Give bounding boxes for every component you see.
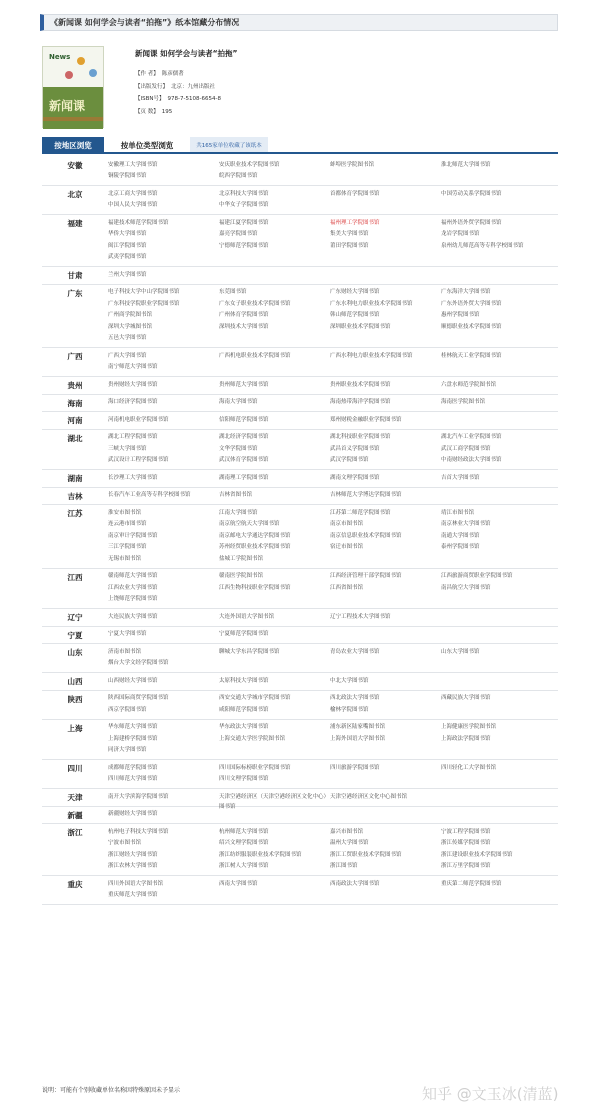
library-link[interactable]: 贵州师范大学图书馆 [219,381,269,388]
library-link[interactable]: 中国劳动关系学院图书馆 [441,190,502,197]
province-name: 湖南 [67,474,83,483]
library-link[interactable]: 泉州幼儿师范高等专科学校图书馆 [441,242,524,249]
library-link[interactable]: 济南市图书馆 [108,648,142,655]
library-grid [108,824,558,875]
library-link[interactable]: 浙江万里学院图书馆 [441,863,491,869]
library-link[interactable]: 南京信息职业技术学院图书馆 [330,532,402,539]
province-row [42,395,558,413]
page-title: 《新闻课 如何学会与读者“拍拖”》纸本馆藏分布情况 [50,18,240,27]
library-link[interactable]: 浙江纺织服装职业技术学院图书馆 [219,851,302,858]
library-link[interactable]: 西京学院图书馆 [108,706,147,713]
province-name: 贵州 [67,381,83,390]
library-link[interactable]: 湖北工程学院图书馆 [108,434,158,440]
library-link[interactable]: 南宁师范大学图书馆 [108,364,158,370]
library-link[interactable]: 五邑大学图书馆 [108,335,147,341]
library-link[interactable]: 靖江市图书馆 [441,509,475,516]
library-link[interactable]: 重庆第二师范学院图书馆 [441,880,502,887]
library-link[interactable]: 四川外国语大学图书馆 [108,880,164,887]
library-link[interactable]: 三峡大学图书馆 [108,445,147,452]
library-grid [108,673,558,690]
library-link[interactable]: 山西财经大学图书馆 [108,677,158,684]
library-link[interactable]: 广东科技学院职业学院图书馆 [108,300,180,307]
tab-underline [42,152,558,154]
library-link[interactable]: 闽江学院图书馆 [108,242,147,249]
library-link[interactable]: 西北政法大学图书馆 [330,695,380,701]
province-name: 广西 [67,352,83,361]
library-link[interactable]: 辽宁工程技术大学图书馆 [330,613,391,620]
library-grid [108,395,558,412]
library-link[interactable]: 安庆职业技术学院图书馆 [219,161,280,168]
cover-stripe [43,117,103,121]
library-link[interactable]: 大连民族大学图书馆 [108,613,158,620]
library-link[interactable]: 浙江财经大学图书馆 [108,851,158,858]
library-link[interactable]: 聊城大学东昌学院图书馆 [219,648,280,655]
library-link[interactable]: 四川文理学院图书馆 [219,776,269,782]
library-grid [108,470,558,487]
tab-by-region[interactable]: 按地区浏览 [42,137,104,153]
library-link[interactable]: 太原科技大学图书馆 [219,677,269,684]
library-link[interactable]: 福建江夏学院图书馆 [219,219,269,226]
library-link[interactable]: 桂林航天工业学院图书馆 [441,352,502,359]
library-link[interactable]: 浙江树人大学图书馆 [219,863,269,869]
library-link[interactable]: 集美大学图书馆 [330,231,369,237]
cover-title: 新闻课 [49,99,86,113]
province-row [42,186,558,215]
library-link[interactable]: 北京科技大学图书馆 [219,190,269,197]
library-grid [108,348,558,376]
library-link[interactable]: 北京工商大学图书馆 [108,190,158,197]
library-link[interactable]: 上海交通大学医学院图书馆 [219,735,286,742]
book-info [135,48,435,119]
library-link[interactable]: 广西大学图书馆 [108,352,147,359]
province-row [42,807,558,825]
library-link[interactable]: 嘉兴市图书馆 [330,828,364,835]
library-link[interactable]: 郑州财税金融职业学院图书馆 [330,416,402,423]
province-name: 安徽 [67,161,83,170]
library-link[interactable]: 宁波市图书馆 [108,840,142,846]
library-link[interactable]: 上饶师范学院图书馆 [108,596,158,602]
province-row [42,673,558,691]
library-grid [108,267,558,284]
library-link[interactable]: 深圳大学城图书馆 [108,323,153,330]
library-link[interactable]: 浙江传媒学院图书馆 [441,840,491,846]
library-link[interactable]: 深圳技术大学图书馆 [219,323,269,330]
province-name: 四川 [67,764,83,773]
province-row [42,412,558,430]
library-link[interactable]: 中北大学图书馆 [330,677,369,684]
library-link[interactable]: 武汉体育学院图书馆 [219,457,269,463]
province-name: 河南 [67,416,83,425]
province-name: 山西 [67,677,83,686]
province-row [42,824,558,876]
library-link[interactable]: 南京市图书馆 [330,521,364,527]
library-link[interactable]: 海口经济学院图书馆 [108,399,158,405]
library-link[interactable]: 广州体育学院图书馆 [219,312,269,318]
book-pages: 195 [161,108,173,115]
library-link[interactable]: 南昌航空大学图书馆 [441,584,491,591]
province-name: 上海 [67,723,83,733]
library-link[interactable]: 西安交通大学城市学院图书馆 [219,695,291,701]
library-link[interactable]: 湖北经济学院图书馆 [219,434,269,440]
province-name: 广东 [67,288,83,298]
library-link[interactable]: 武汉设计工程学院图书馆 [108,457,169,463]
library-link[interactable]: 上海建桥学院图书馆 [108,735,158,742]
cover-tag: News [49,53,71,61]
province-name: 山东 [67,648,83,657]
library-link[interactable]: 淮北师范大学图书馆 [441,161,491,168]
library-link[interactable]: 韩山师范学院图书馆 [330,312,380,318]
library-link[interactable]: 南开大学滨海学院图书馆 [108,793,169,800]
province-row [42,348,558,377]
library-link[interactable]: 咸阳师范学院图书馆 [219,706,269,713]
library-link[interactable]: 信阳师范学院图书馆 [219,416,269,423]
library-link[interactable]: 东莞图书馆 [219,289,247,295]
library-link[interactable]: 青岛农业大学图书馆 [330,648,380,655]
library-link[interactable]: 赣南师范大学图书馆 [108,573,158,579]
library-link[interactable]: 绍兴文理学院图书馆 [219,840,269,846]
library-link[interactable]: 六盘水师范学院图书馆 [441,381,497,388]
library-link[interactable]: 蚌埠医学院图书馆 [330,161,375,168]
library-link[interactable]: 广东女子职业技术学院图书馆 [219,300,291,307]
province-name: 湖北 [67,433,83,443]
book-cover [42,46,104,128]
library-link[interactable]: 文华学院图书馆 [219,445,258,452]
library-link[interactable]: 温州大学图书馆 [330,840,369,846]
province-row [42,789,558,810]
library-link[interactable]: 铜陵学院图书馆 [108,173,147,179]
library-link[interactable]: 三江学院图书馆 [108,544,147,550]
library-grid [108,488,558,505]
library-link[interactable]: 广州商学院图书馆 [108,312,153,318]
library-grid [108,505,558,568]
province-name: 宁夏 [67,630,83,640]
province-name: 江西 [67,572,83,582]
library-grid [108,609,558,626]
holding-count-note: 共165家单位收藏了该纸本 [190,137,268,153]
library-link[interactable]: 西南政法大学图书馆 [330,880,380,887]
library-link[interactable]: 广东水利电力职业技术学院图书馆 [330,300,413,307]
library-link[interactable]: 华东师范大学图书馆 [108,724,158,730]
library-link[interactable]: 南通大学图书馆 [441,532,480,539]
library-link[interactable]: 首都体育学院图书馆 [330,190,380,197]
library-link[interactable]: 龙岩学院图书馆 [441,231,480,237]
library-grid [108,627,558,644]
province-row [42,627,558,645]
library-grid [108,215,558,266]
library-grid [108,285,558,348]
cover-bulb-icon [77,57,85,65]
library-link[interactable]: 莆田学院图书馆 [330,242,369,249]
library-link[interactable]: 南京林业大学图书馆 [441,521,491,527]
province-row [42,157,558,186]
library-link[interactable]: 湖北汽车工业学院图书馆 [441,434,502,440]
library-link[interactable]: 无锡市图书馆 [108,555,142,562]
watermark: 知乎 @文玉冰(清蓝) [422,1085,559,1103]
library-link[interactable]: 陕西国际商贸学院图书馆 [108,695,169,701]
library-link[interactable]: 重庆师范大学图书馆 [108,892,158,898]
library-link[interactable]: 海南热带海洋学院图书馆 [330,399,391,405]
library-link[interactable]: 广西水利电力职业技术学院图书馆 [330,352,413,359]
library-grid [108,644,558,672]
library-link[interactable]: 宿迁市图书馆 [330,544,364,550]
page-header [40,14,558,31]
province-row [42,285,558,349]
province-list [42,157,558,905]
library-link[interactable]: 海南医学院图书馆 [441,399,486,405]
book-author: 陈彦儒著 [161,71,184,77]
library-link[interactable]: 天津空港经济区（天津空港经济区文化中心）图书馆 [219,793,330,810]
library-link[interactable]: 榆林学院图书馆 [330,706,369,713]
library-link[interactable]: 广东海洋大学图书馆 [441,289,491,295]
province-name: 新疆 [67,810,83,820]
library-link[interactable]: 上海政法学院图书馆 [441,735,491,742]
province-name: 陕西 [67,694,83,704]
library-link[interactable]: 四川国际标榜职业学院图书馆 [219,764,291,771]
library-link[interactable]: 兰州大学图书馆 [108,271,147,278]
library-grid [108,807,558,824]
library-link[interactable]: 江苏第二师范学院图书馆 [330,509,391,516]
library-link[interactable]: 吉林省图书馆 [219,492,253,498]
library-link[interactable]: 宁夏大学图书馆 [108,631,147,637]
province-name: 天津 [67,793,83,802]
library-link[interactable]: 四川轻化工大学图书馆 [441,764,497,771]
library-link[interactable]: 江西旅游商贸职业学院图书馆 [441,573,513,579]
library-link[interactable]: 顺德职业技术学院图书馆 [441,323,502,330]
library-link[interactable]: 浙江农林大学图书馆 [108,863,158,869]
library-link[interactable]: 湖南文理学院图书馆 [330,474,380,481]
province-row [42,644,558,673]
library-link[interactable]: 安徽理工大学图书馆 [108,161,158,168]
library-grid [108,691,558,719]
library-link[interactable]: 电子科技大学中山学院图书馆 [108,289,180,295]
province-row [42,720,558,761]
library-link[interactable]: 湖南理工学院图书馆 [219,474,269,481]
library-link[interactable]: 西南大学图书馆 [219,880,258,887]
library-grid [108,186,558,214]
province-row [42,691,558,720]
library-grid [108,157,558,185]
province-name: 辽宁 [67,613,83,622]
library-link[interactable]: 四川旅游学院图书馆 [330,764,380,771]
province-row [42,488,558,506]
library-link[interactable]: 中南财经政法大学图书馆 [441,457,502,463]
library-link[interactable]: 嘉亮学院图书馆 [219,231,258,237]
library-link[interactable]: 长春汽车工业高等专科学校图书馆 [108,492,191,498]
cover-dot-icon [89,69,97,77]
library-link[interactable]: 广西机电职业技术学院图书馆 [219,352,291,359]
library-link[interactable]: 武夷学院图书馆 [108,254,147,260]
province-row [42,760,558,789]
library-link[interactable]: 中华女子学院图书馆 [219,202,269,208]
province-name: 重庆 [67,880,83,889]
library-link[interactable]: 烟台大学文经学院图书馆 [108,660,169,666]
library-link[interactable]: 福州外语外贸学院图书馆 [441,219,502,226]
library-grid [108,876,558,904]
province-row [42,215,558,267]
library-link[interactable]: 长沙理工大学图书馆 [108,474,158,481]
library-link[interactable]: 惠州学院图书馆 [441,312,480,318]
library-link[interactable]: 福建技术师范学院图书馆 [108,219,169,226]
province-row [42,876,558,905]
library-grid [108,412,558,429]
library-link[interactable]: 宁夏师范学院图书馆 [219,631,269,637]
province-name: 浙江 [67,828,83,837]
library-link[interactable]: 广东财经大学图书馆 [330,289,380,295]
library-link[interactable]: 吉首大学图书馆 [441,474,480,481]
library-grid [108,569,558,609]
library-link[interactable]: 浙江图书馆 [330,863,358,869]
province-name: 北京 [67,190,83,199]
library-link[interactable]: 苏州经贸职业技术学院图书馆 [219,544,291,550]
library-link[interactable]: 江西经济管理干部学院图书馆 [330,573,402,579]
library-link[interactable]: 江西农业大学图书馆 [108,584,158,591]
library-link[interactable]: 深圳职业技术学院图书馆 [330,323,391,330]
library-link[interactable]: 福州理工学院图书馆 [330,219,380,226]
library-link[interactable]: 河南机电职业学院图书馆 [108,416,169,423]
province-row [42,505,558,569]
province-name: 甘肃 [67,271,83,280]
library-link[interactable]: 浙江建设职业技术学院图书馆 [441,851,513,858]
cover-dot-icon [65,71,73,79]
tab-by-type[interactable]: 按单位类型浏览 [104,137,190,153]
library-link[interactable]: 浙江工贸职业技术学院图书馆 [330,851,402,858]
library-link[interactable]: 武汉工商学院图书馆 [441,445,491,452]
library-link[interactable]: 宁德师范学院图书馆 [219,242,269,249]
province-row [42,377,558,395]
library-grid [108,789,558,810]
library-link[interactable]: 海南大学图书馆 [219,399,258,405]
book-publisher-row: 【出版发行】 北京：九州出版社 [135,83,216,90]
library-link[interactable]: 南京审计学院图书馆 [108,532,158,539]
library-link[interactable]: 上海外国语大学图书馆 [330,735,386,742]
library-link[interactable]: 泰州学院图书馆 [441,544,480,550]
province-row [42,430,558,471]
library-link[interactable]: 华侨大学图书馆 [108,231,147,237]
library-link[interactable]: 武汉学院图书馆 [330,457,369,463]
province-row [42,470,558,488]
province-row [42,267,558,285]
library-link[interactable]: 四川师范大学图书馆 [108,776,158,782]
library-link[interactable]: 杭州师范大学图书馆 [219,828,269,835]
library-link[interactable]: 江西生物科技职业学院图书馆 [219,584,291,591]
library-grid [108,377,558,394]
province-row [42,609,558,627]
library-link[interactable]: 新疆财经大学图书馆 [108,811,158,817]
library-link[interactable]: 吉林师范大学博达学院图书馆 [330,492,402,498]
library-link[interactable]: 宁波工程学院图书馆 [441,828,491,835]
book-isbn: 978-7-5108-6654-8 [167,96,221,102]
library-link[interactable]: 成都师范学院图书馆 [108,764,158,771]
library-link[interactable]: 江南大学图书馆 [219,509,258,516]
library-link[interactable]: 江西省图书馆 [330,584,364,591]
book-author-row: 【作 者】 陈彦儒著 [135,71,184,77]
library-link[interactable]: 华东政法大学图书馆 [219,724,269,730]
book-publisher: 北京：九州出版社 [171,83,216,90]
library-grid [108,430,558,470]
footer-note: 说明：可能有个别收藏单位名称因特殊原因未予显示 [42,1087,181,1094]
library-link[interactable]: 盐城工学院图书馆 [219,555,264,562]
library-link[interactable]: 贵州职业技术学院图书馆 [330,381,391,388]
library-link[interactable]: 淮安市图书馆 [108,509,142,516]
library-link[interactable]: 南京航空航天大学图书馆 [219,521,280,527]
library-link[interactable]: 赣南医学院图书馆 [219,573,264,579]
province-row [42,569,558,610]
book-title: 新闻课 如何学会与读者“拍拖” [135,49,238,58]
library-link[interactable]: 杭州电子科技大学图书馆 [108,828,169,835]
browse-tabs [42,137,268,153]
library-link[interactable]: 同济大学图书馆 [108,747,147,753]
library-link[interactable]: 西藏民族大学图书馆 [441,695,491,701]
library-link[interactable]: 大连外国语大学图书馆 [219,613,275,620]
library-link[interactable]: 贵州财经大学图书馆 [108,381,158,388]
province-name: 海南 [67,398,83,408]
library-link[interactable]: 上海健康医学院图书馆 [441,724,497,730]
library-link[interactable]: 广东外语外贸大学图书馆 [441,300,502,307]
library-grid [108,760,558,788]
province-name: 福建 [67,219,83,228]
library-link[interactable]: 山东大学图书馆 [441,648,480,655]
library-link[interactable]: 中国人民大学图书馆 [108,202,158,208]
library-link[interactable]: 湖北科技职业学院图书馆 [330,434,391,440]
library-link[interactable]: 南京邮电大学通达学院图书馆 [219,532,291,539]
book-pages-row: 【页 数】 195 [135,108,173,115]
library-link[interactable]: 武昌首义学院图书馆 [330,445,380,452]
library-link[interactable]: 皖西学院图书馆 [219,173,258,179]
library-link[interactable]: 浦东新区陆家嘴图书馆 [330,724,386,730]
book-isbn-row: 【ISBN号】 978-7-5108-6654-8 [135,96,221,102]
library-link[interactable]: 天津空港经济区文化中心图书馆 [330,793,408,800]
library-grid [108,720,558,760]
province-name: 江苏 [67,509,83,518]
province-name: 吉林 [67,491,83,501]
library-link[interactable]: 连云港市图书馆 [108,521,147,527]
